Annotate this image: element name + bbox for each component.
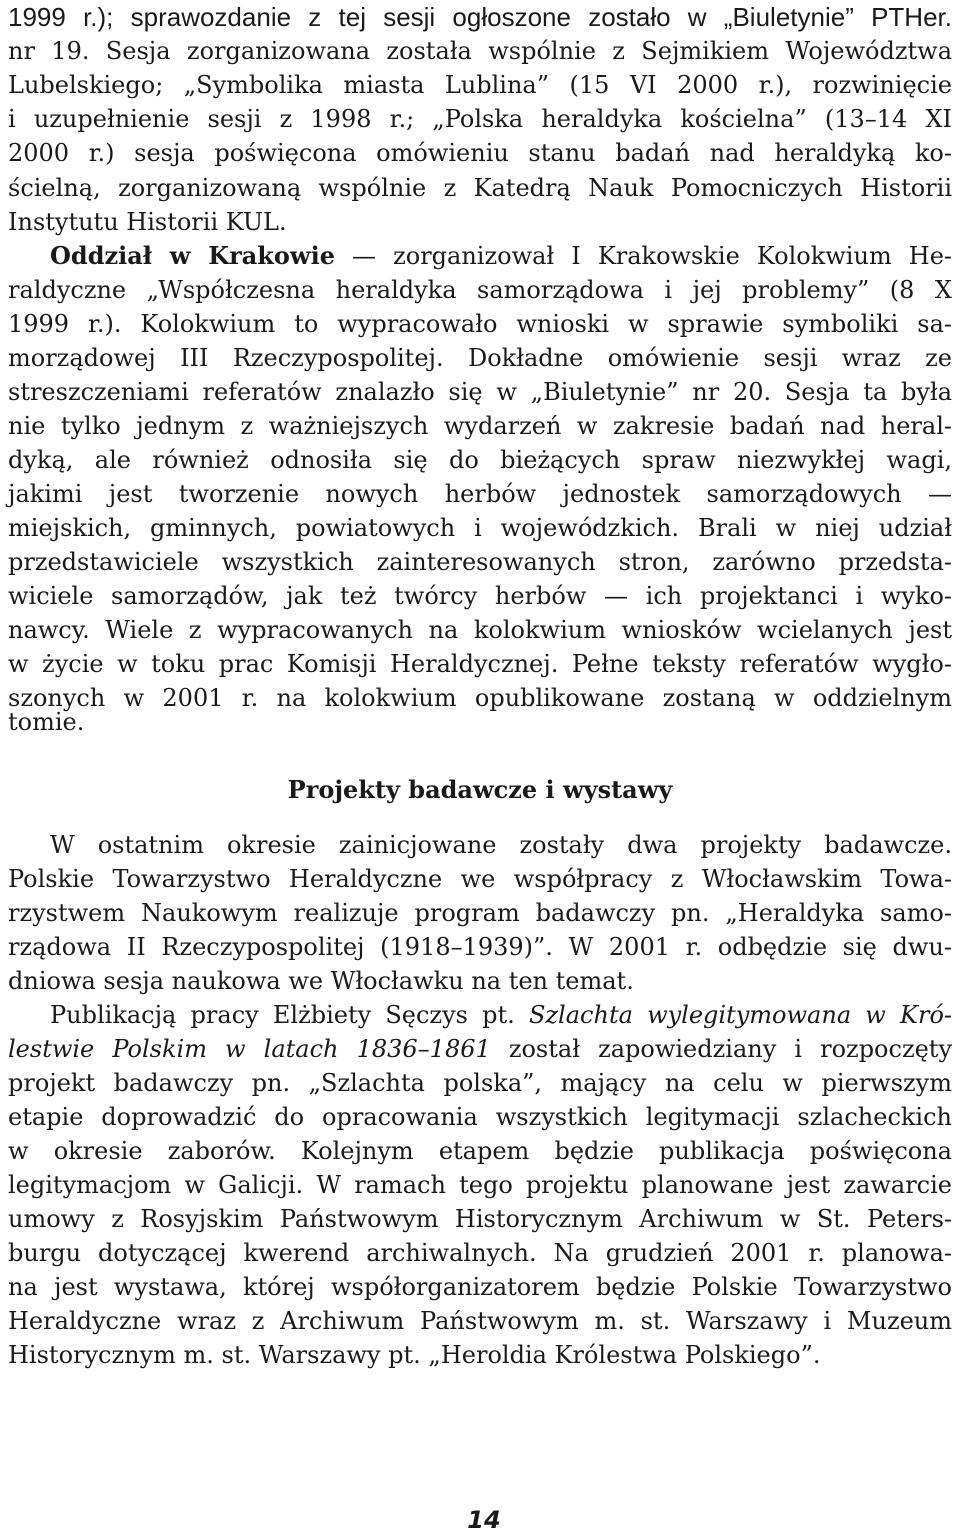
text-line: w życie w toku prac Komisji Heraldycznej. Pełne teksty referatów wygło- [8, 650, 952, 678]
publication-second-text: został zapowiedziany i rozpoczęty [490, 1035, 952, 1063]
text-line: szonych w 2001 r. na kolokwium opublikowane zostaną w oddzielnym [8, 684, 952, 712]
text-line: dyką, ale również odnosiła się do bieżących spraw niezwykłej wagi, [8, 446, 952, 474]
text-line: morządowej III Rzeczypospolitej. Dokładne omówienie sesji wraz ze [8, 344, 952, 372]
text-line: tomie. [8, 708, 85, 736]
text-line: i uzupełnienie sesji z 1998 r.; „Polska heraldyka kościelna” (13–14 XI [8, 105, 952, 133]
text-line: Lubelskiego; „Symbolika miasta Lublina” (15 VI 2000 r.), rozwinięcie [8, 71, 952, 99]
section-heading: Projekty badawcze i wystawy [287, 775, 673, 804]
text-line: streszczeniami referatów znalazło się w „Biuletynie” nr 20. Sesja ta była [8, 378, 952, 406]
text-line: 1999 r.); sprawozdanie z tej sesji ogłoszone zostało w „Biuletynie” PTHer. [8, 2, 952, 32]
text-line: 1999 r.). Kolokwium to wypracowało wnioski w sprawie symboliki sa- [8, 310, 952, 338]
text-line: etapie doprowadzić do opracowania wszystkich legitymacji szlacheckich [8, 1103, 952, 1131]
text-line: dniowa sesja naukowa we Włocławku na ten temat. [8, 967, 634, 995]
text-line: Instytutu Historii KUL. [8, 208, 287, 236]
publication-lead-line [50, 998, 952, 1032]
text-line: przedstawiciele wszystkich zainteresowanych stron, zarówno przedsta- [8, 548, 952, 576]
text-line: W ostatnim okresie zainicjowane zostały dwa projekty badawcze. [50, 831, 952, 859]
text-line: Historycznym m. st. Warszawy pt. „Heroldia Królestwa Polskiego”. [8, 1341, 821, 1369]
book-title-part: Szlachta wylegitymowana w Kró- [528, 1001, 952, 1029]
text-line: jakimi jest tworzenie nowych herbów jednostek samorządowych — [8, 480, 952, 508]
publication-lead-text: Publikacją pracy Elżbiety Sęczys pt. [50, 1001, 529, 1029]
krakow-lead-line [50, 239, 952, 273]
krakow-branch-name: Oddział w Krakowie [50, 241, 335, 270]
text-line: nr 19. Sesja zorganizowana została wspólnie z Sejmikiem Województwa [8, 37, 952, 65]
krakow-lead-text: — zorganizował I Krakowskie Kolokwium He- [334, 242, 952, 270]
text-line: rządowa II Rzeczypospolitej (1918–1939)”. W 2001 r. odbędzie się dwu- [8, 933, 952, 961]
text-line: miejskich, gminnych, powiatowych i wojewódzkich. Brali w niej udział [8, 514, 952, 542]
text-line: na jest wystawa, której współorganizatorem będzie Polskie Towarzystwo [8, 1273, 952, 1301]
text-line: nawcy. Wiele z wypracowanych na kolokwium wniosków wcielanych jest [8, 616, 952, 644]
text-line: burgu dotyczącej kwerend archiwalnych. Na grudzień 2001 r. planowa- [8, 1239, 952, 1267]
text-line: raldyczne „Współczesna heraldyka samorządowa i jej problemy” (8 X [8, 276, 952, 304]
text-line: 2000 r.) sesja poświęcona omówieniu stanu badań nad heraldyką ko- [8, 139, 952, 167]
text-line: nie tylko jednym z ważniejszych wydarzeń w zakresie badań nad heral- [8, 412, 952, 440]
text-line: Polskie Towarzystwo Heraldyczne we współpracy z Włocławskim Towa- [8, 865, 952, 893]
text-line: ścielną, zorganizowaną wspólnie z Katedrą Nauk Pomocniczych Historii [8, 174, 952, 202]
text-line: wiciele samorządów, jak też twórcy herbów — ich projektanci i wyko- [8, 582, 952, 610]
text-line: w okresie zaborów. Kolejnym etapem będzie publikacja poświęcona [8, 1137, 952, 1165]
text-line: Heraldyczne wraz z Archiwum Państwowym m. st. Warszawy i Muzeum [8, 1307, 952, 1335]
text-line: projekt badawczy pn. „Szlachta polska”, mający na celu w pierwszym [8, 1069, 952, 1097]
text-line: umowy z Rosyjskim Państwowym Historycznym Archiwum w St. Peters- [8, 1205, 952, 1233]
book-title-part: lestwie Polskim w latach 1836–1861 [8, 1035, 491, 1063]
page-number: 14 [467, 1506, 501, 1534]
text-line: legitymacjom w Galicji. W ramach tego projektu planowane jest zawarcie [8, 1171, 952, 1199]
publication-second-line [8, 1032, 952, 1066]
text-line: rzystwem Naukowym realizuje program badawczy pn. „Heraldyka samo- [8, 899, 952, 927]
